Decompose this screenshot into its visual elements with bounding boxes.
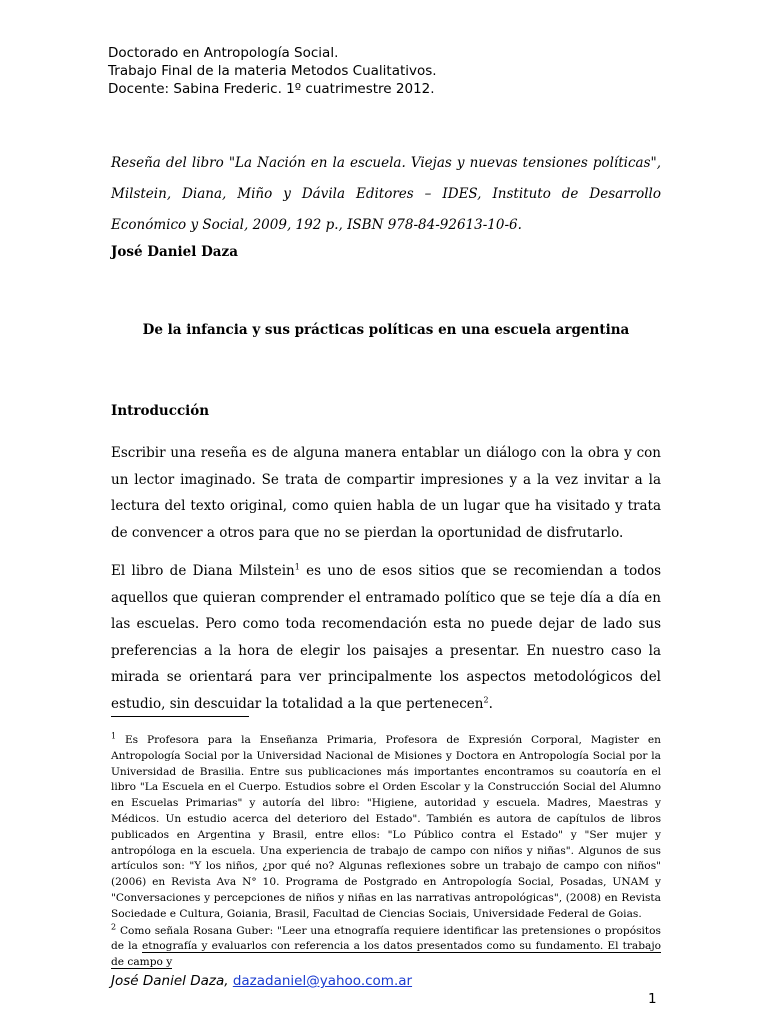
footnote-ref-2[interactable]: 2 [483, 695, 489, 704]
footer-author: José Daniel Daza, [111, 973, 233, 989]
book-citation: Reseña del libro "La Nación en la escuela. Viejas y nuevas tensiones políticas", Milstein, Diana, Miño y Dávila Editores – IDES, Instituto de Desarrollo Económico y Social, 2009, 192 p., ISBN 978-84-92613-10-6. [111, 155, 661, 233]
paragraph-2-text-a: El libro de Diana Milstein [111, 563, 295, 579]
header-program: Doctorado en Antropología Social. [108, 45, 339, 61]
header-teacher: Docente: Sabina Frederic. 1º cuatrimestre 2012. [108, 81, 435, 97]
footnote-separator [111, 716, 249, 717]
page-footer [111, 973, 412, 989]
footnote-2-text-continued: etnografía y evaluarlos con referencia a los datos presentados como su fundamento. El trabajo de campo y [111, 940, 661, 969]
footnote-ref-1[interactable]: 1 [294, 562, 300, 572]
header-course: Trabajo Final de la materia Metodos Cualitativos. [108, 63, 437, 79]
paragraph-2 [111, 558, 661, 717]
paragraph-2-text-c: . [488, 695, 493, 712]
paragraph-1: Escribir una reseña es de alguna manera entablar un diálogo con la obra y con un lector imaginado. Se trata de compartir impresiones y a la vez invitar a la lectura del texto original, como quien habla de un lugar que ha visitado y trata de convencer a otros para que no se pierdan la oportunidad de disfrutarlo. [111, 445, 661, 541]
footnote-2-mark: 2 [111, 922, 117, 932]
review-title: De la infancia y sus prácticas políticas en una escuela argentina [142, 322, 630, 338]
footnote-1 [111, 733, 661, 923]
section-heading-introduction: Introducción [111, 403, 210, 419]
paragraph-2-text-b: es uno de esos sitios que se recomiendan a todos aquellos que quieran comprender el entramado político que se teje día a día en las escuelas. Pero como toda recomendación esta no puede dejar de lado sus preferencias a la hora de elegir los paisajes a presentar. En nuestro caso la mirada se orientará para ver principalmente los aspectos metodológicos del estudio, sin descuidar la totalidad a la que pertenecen [111, 563, 662, 712]
page-header [108, 44, 437, 98]
footnote-1-mark: 1 [111, 731, 117, 741]
footnote-1-text: Es Profesora para la Enseñanza Primaria, Profesora de Expresión Corporal, Magister en Antropología Social por la Universidad Nacional de Misiones y Doctora en Antropología Social por la Universidad de Brasilia. Entre sus publicaciones más importantes encontramos su coautoría en el libro "La Escuela en el Cuerpo. Estudios sobre el Orden Escolar y la Construcción Social del Alumno en Escuelas Primarias" y autoría del libro: "Higiene, autoridad y escuela. Madres, Maestras y Médicos. Un estudio acerca del deterioro del Estado". También es autora de capítulos de libros publicados en Argentina y Brasil, entre ellos: "Lo Público contra el Estado" y "Ser mujer y antropóloga en la escuela. Una experiencia de trabajo de campo con niños y niñas". Algunos de sus artículos son: "Y los niños, ¿por qué no? Algunas reflexiones sobre un trabajo de campo con niños" (2006) en Revista Ava N° 10. Programa de Postgrado en Antropología Social, Posadas, UNAM y "Conversaciones y percepciones de niños y niñas en las narrativas antropológicas", (2008) en Revista Sociedade e Cultura, Goiania, Brasil, Facultad de Ciencias Sociais, Universidade Federal de Goias. [111, 734, 661, 920]
footnotes [111, 733, 661, 971]
footnote-2-text: Como señala Rosana Guber: "Leer una etnografía requiere identificar las pretensiones o propósitos de la [111, 924, 661, 953]
author-name: José Daniel Daza [111, 244, 238, 260]
page-number: 1 [648, 991, 657, 1007]
footnote-2 [111, 924, 661, 971]
footer-email-link[interactable]: dazadaniel@yahoo.com.ar [232, 973, 413, 989]
